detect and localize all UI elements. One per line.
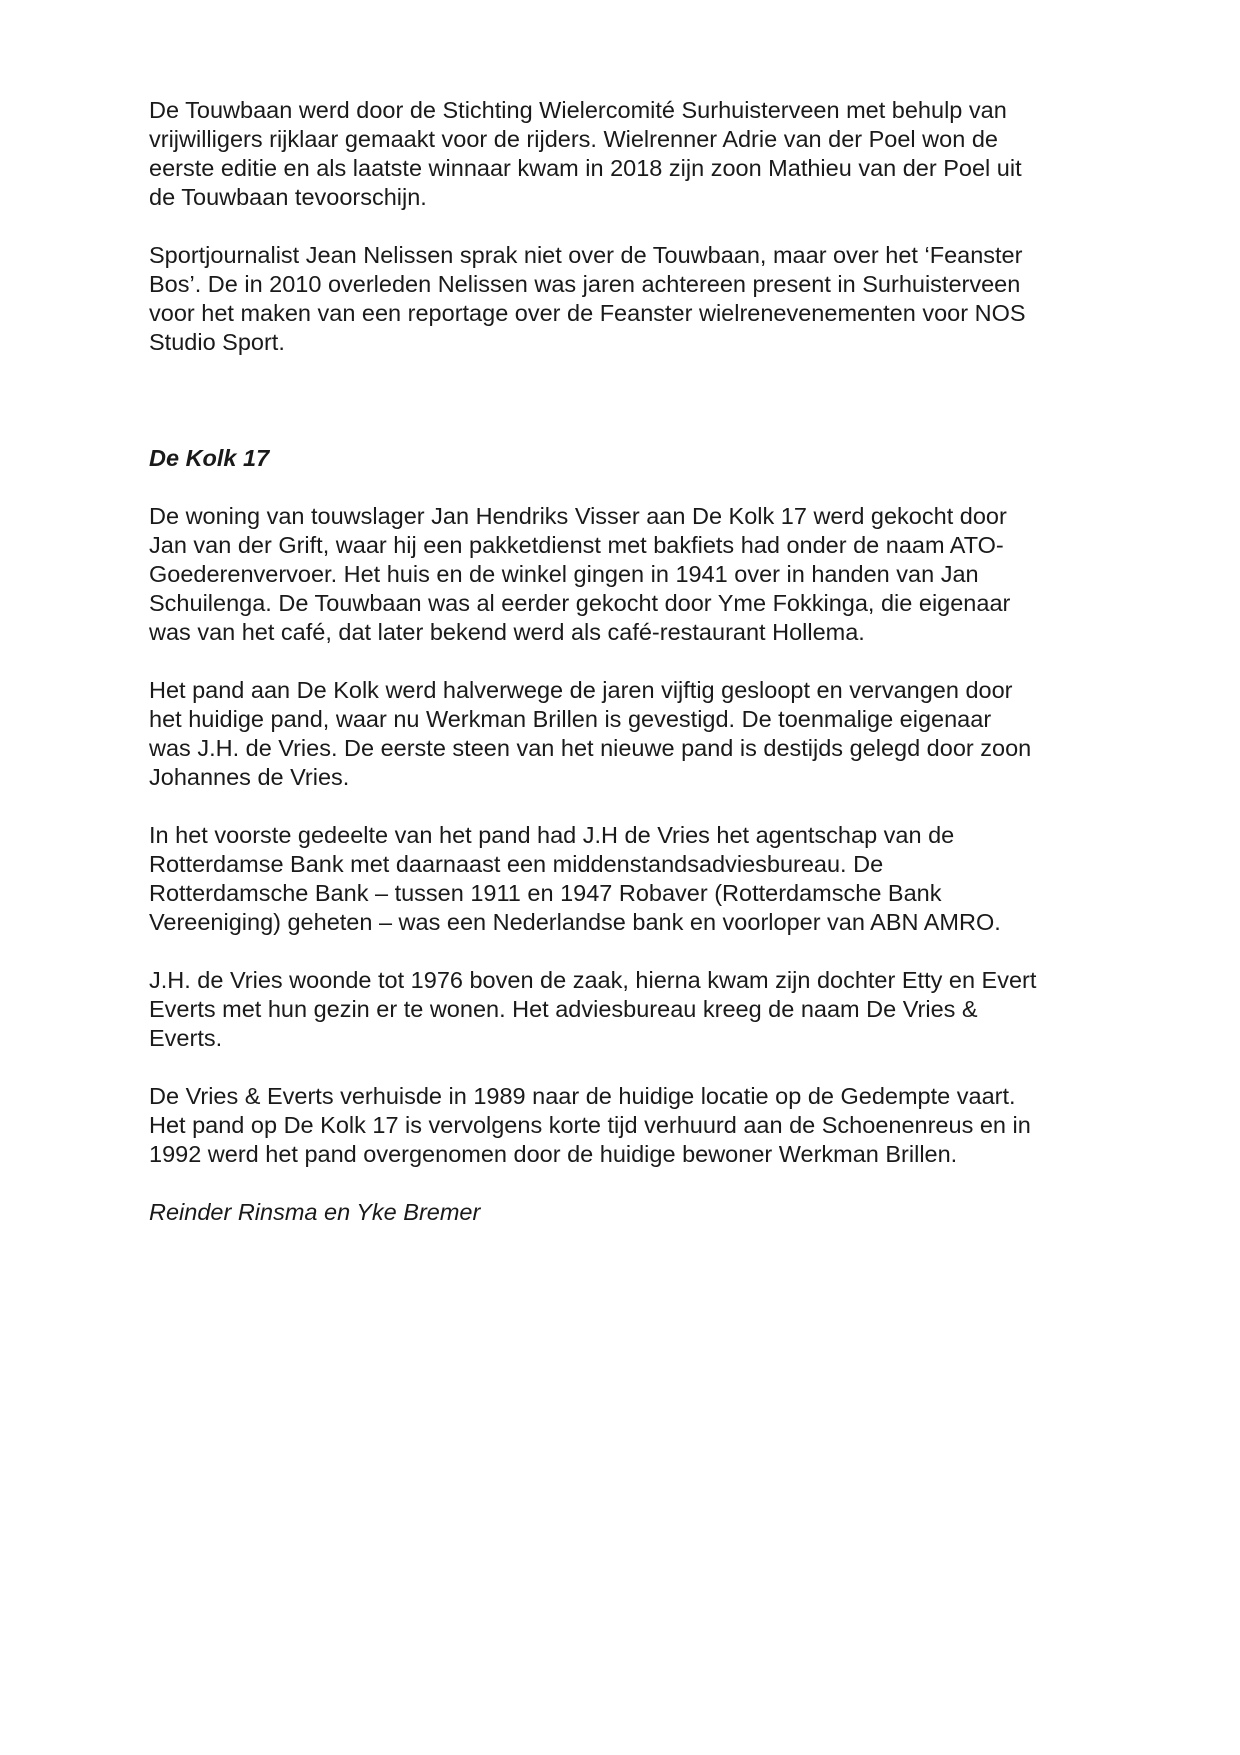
paragraph-spacer [149,647,1109,676]
text-line: eerste editie en als laatste winnaar kwam in 2018 zijn zoon Mathieu van der Poel uit [149,155,1022,181]
text-line: In het voorste gedeelte van het pand had J.H de Vries het agentschap van de [149,822,955,848]
text-line: Studio Sport. [149,329,285,355]
text-line: Vereeniging) geheten – was een Nederlandse bank en voorloper van ABN AMRO. [149,909,1001,935]
text-line: Everts met hun gezin er te wonen. Het adviesbureau kreeg de naam De Vries & [149,996,978,1022]
author-signature: Reinder Rinsma en Yke Bremer [149,1199,481,1225]
paragraph-woning-visser [149,502,1109,647]
text-line: het huidige pand, waar nu Werkman Brillen is gevestigd. De toenmalige eigenaar [149,706,992,732]
text-line: J.H. de Vries woonde tot 1976 boven de zaak, hierna kwam zijn dochter Etty en Evert [149,967,1037,993]
paragraph-de-vries-everts [149,966,1109,1053]
text-line: Het pand op De Kolk 17 is vervolgens korte tijd verhuurd aan de Schoenenreus en in [149,1112,1031,1138]
text-line: voor het maken van een reportage over de Feanster wielrenevenementen voor NOS [149,300,1026,326]
paragraph-verhuizing [149,1082,1109,1169]
text-line: was van het café, dat later bekend werd als café-restaurant Hollema. [149,619,865,645]
paragraph-spacer [149,937,1109,966]
text-line: Bos’. De in 2010 overleden Nelissen was jaren achtereen present in Surhuisterveen [149,271,1021,297]
paragraph-rotterdamsche-bank [149,821,1109,937]
text-line: de Touwbaan tevoorschijn. [149,184,427,210]
text-line: Rotterdamse Bank met daarnaast een middenstandsadviesbureau. De [149,851,884,877]
document-body [149,96,1109,1227]
text-line: Jan van der Grift, waar hij een pakketdienst met bakfiets had onder de naam ATO- [149,532,1004,558]
text-line: De Touwbaan werd door de Stichting Wielercomité Surhuisterveen met behulp van [149,97,1007,123]
paragraph-spacer [149,792,1109,821]
text-line: Johannes de Vries. [149,764,350,790]
text-line: Rotterdamsche Bank – tussen 1911 en 1947 Robaver (Rotterdamsche Bank [149,880,942,906]
paragraph-touwbaan-intro [149,96,1109,212]
paragraph-spacer [149,1169,1109,1198]
paragraph-jean-nelissen [149,241,1109,357]
paragraph-spacer [149,473,1109,502]
text-line: De Vries & Everts verhuisde in 1989 naar de huidige locatie op de Gedempte vaart. [149,1083,1016,1109]
text-line: 1992 werd het pand overgenomen door de huidige bewoner Werkman Brillen. [149,1141,958,1167]
section-heading: De Kolk 17 [149,445,270,471]
text-line: Sportjournalist Jean Nelissen sprak niet over de Touwbaan, maar over het ‘Feanster [149,242,1023,268]
text-line: was J.H. de Vries. De eerste steen van het nieuwe pand is destijds gelegd door zoon [149,735,1032,761]
text-line: Het pand aan De Kolk werd halverwege de jaren vijftig gesloopt en vervangen door [149,677,1013,703]
paragraph-spacer [149,212,1109,241]
section-spacer [149,357,1109,444]
paragraph-pand-gesloopt [149,676,1109,792]
paragraph-spacer [149,1053,1109,1082]
text-line: Schuilenga. De Touwbaan was al eerder gekocht door Yme Fokkinga, die eigenaar [149,590,1011,616]
text-line: De woning van touwslager Jan Hendriks Visser aan De Kolk 17 werd gekocht door [149,503,1007,529]
text-line: Goederenvervoer. Het huis en de winkel gingen in 1941 over in handen van Jan [149,561,979,587]
text-line: vrijwilligers rijklaar gemaakt voor de rijders. Wielrenner Adrie van der Poel won de [149,126,998,152]
text-line: Everts. [149,1025,223,1051]
